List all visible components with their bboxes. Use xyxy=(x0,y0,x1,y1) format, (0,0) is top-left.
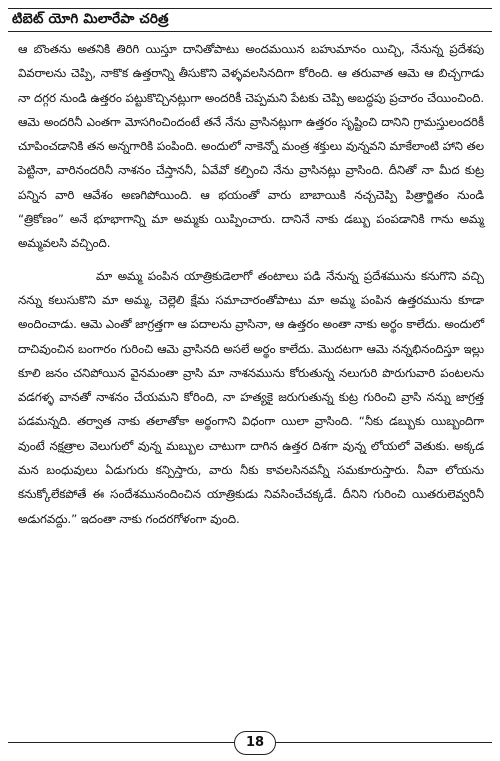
book-title: టిబెట్ యోగి మిలారేపా చరిత్ర xyxy=(12,11,169,27)
paragraph: ఆ బొంతను అతనికి తిరిగి యిస్తూ దానితోపాటు అందమయిన బహుమానం యిచ్చి, నేనున్న ప్రదేశపు వివరాలను చెప్పి, నాకొక ఉత్తరాన్ని తీసుకొని వెళ్ళవలసినదిగా కోరింది. ఆ తరువాత ఆమె ఆ బిచ్చగాడు నా దగ్గర నుండి ఉత్తరం పట్టుకొచ్చినట్లుగా అందరికీ చెప్పమని పేటకు చెప్పి అబద్ధపు ప్రచారం చేయించింది. ఆమె అందరినీ ఎంతగా మోసగించిందంటే తనే నేను వ్రాసినట్లుగా ఉత్తరం సృష్టించి దానిని గ్రామస్తులందరికీ చూపించడానికి తన అన్నగారికి పంపింది. అందులో నాకెన్నో మంత్ర శక్తులు వున్నవని మాకేలాంటి హాని తల పెట్టినా, వారినందరినీ నాశనం చేస్తాననీ, ఏవేవో కల్పించి నేను వ్రాసినట్లు వ్రాసింది. దీనితో నా మీద కుట్ర పన్నిన వారి ఆవేశం అణగిపోయింది. ఆ భయంతో వారు బాబాయికి నచ్చచెప్పి పిత్రార్జితం నుండి “త్రికోణం” అనే భూభాగాన్ని మా అమ్మకు యిప్పించారు. దానినే నాకు డబ్బు పంపడానికి గాను అమ్మ అమ్మవలసి వచ్చింది. xyxy=(18,42,484,251)
paragraph: మా అమ్మ పంపిన యాత్రికుడెలాగో తంటాలు పడి నేనున్న ప్రదేశమును కనుగొని వచ్చి నన్ను కలుసుకొని మా అమ్మ, చెల్లెలి క్షేమ సమాచారంతోపాటు మా అమ్మ పంపిన ఉత్తరమును కూడా అందించాడు. ఆమె ఎంతో జాగ్రత్తగా ఆ పదాలను వ్రాసినా, ఆ ఉత్తరం అంతా నాకు అర్థం కాలేదు. అందులో దాచివుంచిన బంగారం గురించి ఆమె వ్రాసినది అసలే అర్థం కాలేదు. మొదటగా ఆమె నన్నభినందిస్తూ ఇల్లు కూలి జనం చనిపోయిన వైనమంతా వ్రాసి మా నాశనమును కోరుతున్న నలుగురి పొరుగువారి పంటలను వడగళ్ళ వానతో నాశనం చేయమని కోరింది, నా హత్యకై జరుగుతున్న కుట్ర గురించి వ్రాసి నన్ను జాగ్రత్త పడమన్నది. తర్వాత నాకు తలాతోకా అర్థంగాని విధంగా యిలా వ్రాసింది. “నీకు డబ్బుకు యిబ్బందిగా వుంటే నక్షత్రాల వెలుగులో వున్న మబ్బుల చాటుగా దాగిన ఉత్తర దిశగా వున్న లోయలో వెతుకు. అక్కడ మన బంధువులు ఏడుగురు కన్పిస్తారు, వారు నీకు కావలసినవన్నీ సమకూరుస్తారు. నీవా లోయను కనుక్కోలేకపోతే ఈ సందేశమునందించిన యాత్రికుడు నివసించేచక్కడే. దీనిని గురించి యితరులెవ్వరినీ అడుగవద్దు.” ఇదంతా నాకు గందరగోళంగా వుంది. xyxy=(18,268,484,526)
running-header xyxy=(8,8,492,32)
page-number: 18 xyxy=(234,731,276,755)
page-body xyxy=(18,37,484,531)
page-footer xyxy=(8,731,492,753)
